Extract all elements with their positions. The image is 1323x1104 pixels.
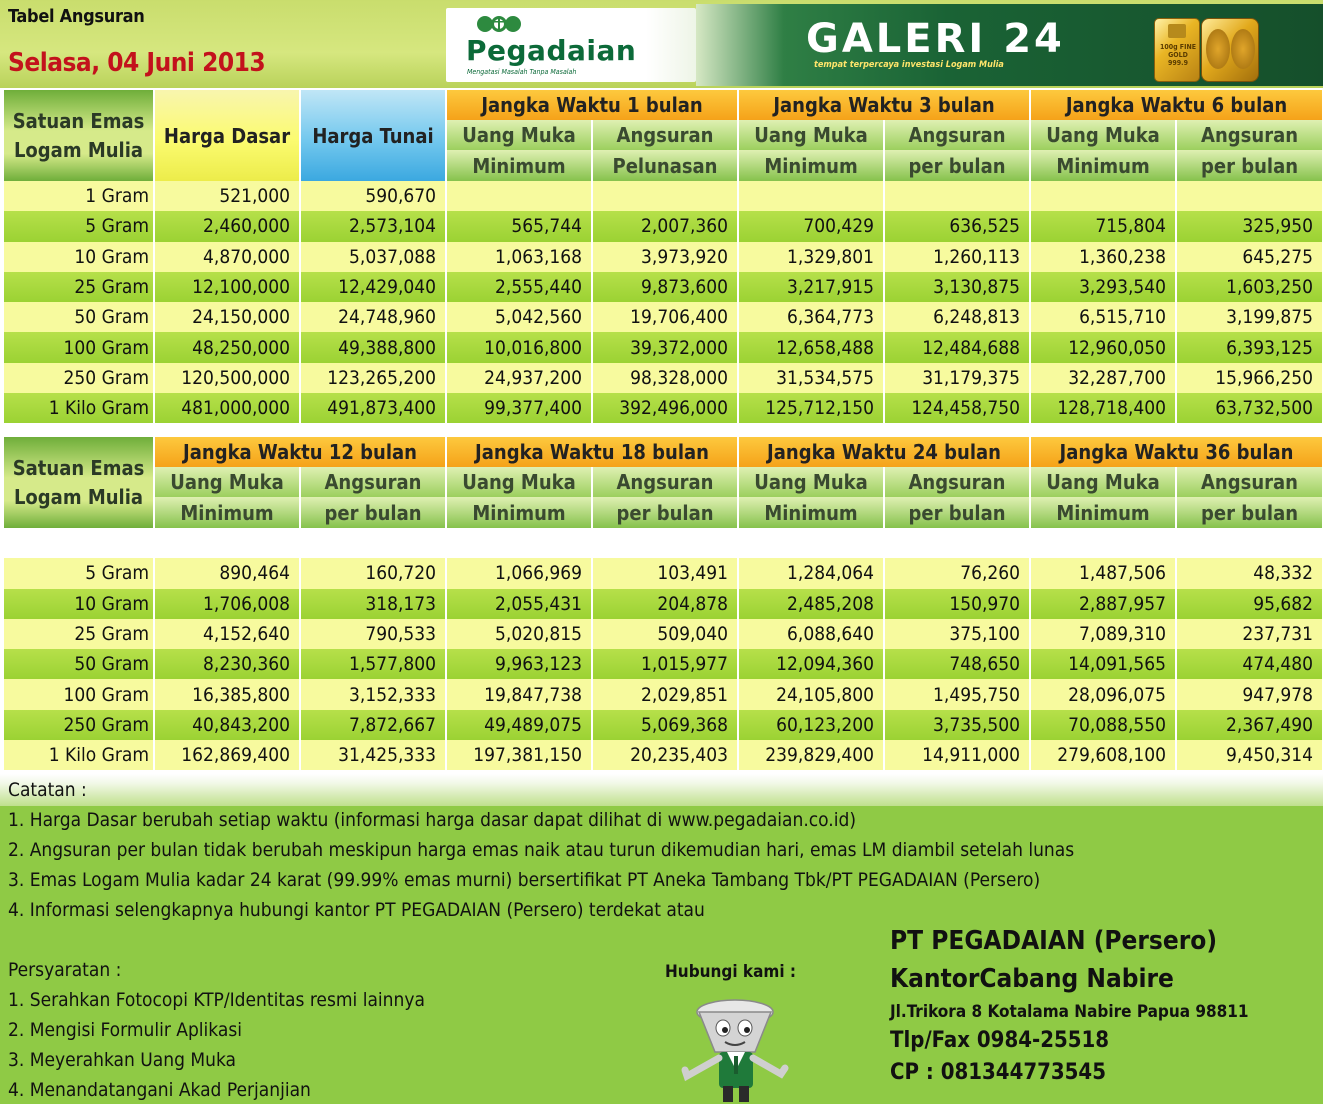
- header-satuan-emas: Satuan Emas Logam Mulia: [4, 437, 154, 528]
- price-cell: 31,179,375: [884, 363, 1030, 393]
- price-cell: 24,150,000: [154, 302, 300, 332]
- gold-bar-icon: [1154, 18, 1200, 82]
- price-cell: 2,055,431: [446, 589, 592, 619]
- table-row: [4, 589, 1323, 619]
- catatan-item: 2. Angsuran per bulan tidak berubah meskipun harga emas naik atau turun dikemudian hari, emas LM diambil setelah lunas: [8, 839, 1075, 861]
- price-cell: 95,682: [1176, 589, 1323, 619]
- pegadaian-logo: [446, 8, 696, 82]
- price-cell: 6,088,640: [738, 619, 884, 649]
- price-cell: [738, 181, 884, 211]
- price-cell: 509,040: [592, 619, 738, 649]
- galeri24-banner: [696, 4, 1323, 86]
- row-unit-label: 25 Gram: [4, 272, 154, 302]
- table-row: [4, 740, 1323, 770]
- price-cell: 204,878: [592, 589, 738, 619]
- price-cell: 39,372,000: [592, 332, 738, 362]
- company-name: PT PEGADAIAN (Persero): [890, 926, 1218, 956]
- header-group-6-bulan: Jangka Waktu 6 bulan: [1030, 90, 1323, 120]
- subheader-bottom: per bulan: [592, 497, 738, 528]
- catatan-title: Catatan :: [8, 779, 87, 801]
- price-cell: 565,744: [446, 211, 592, 241]
- subheader-top: Angsuran: [884, 467, 1030, 497]
- price-cell: 715,804: [1030, 211, 1176, 241]
- price-cell: 12,094,360: [738, 649, 884, 679]
- subheader-bottom: Minimum: [1030, 497, 1176, 528]
- price-cell: [592, 528, 738, 558]
- price-cell: 10,016,800: [446, 332, 592, 362]
- price-cell: 3,735,500: [884, 710, 1030, 740]
- price-cell: 150,970: [884, 589, 1030, 619]
- price-cell: 5,020,815: [446, 619, 592, 649]
- price-cell: 700,429: [738, 211, 884, 241]
- branch-contact-person: CP : 081344773545: [890, 1060, 1106, 1085]
- table-row: [4, 393, 1323, 423]
- price-cell: 2,367,490: [1176, 710, 1323, 740]
- catatan-item: 4. Informasi selengkapnya hubungi kantor PT PEGADAIAN (Persero) terdekat atau: [8, 899, 705, 921]
- table-row: [4, 211, 1323, 241]
- galeri24-title: GALERI 24: [806, 16, 1065, 62]
- price-cell: 128,718,400: [1030, 393, 1176, 423]
- price-cell: 49,489,075: [446, 710, 592, 740]
- contact-label: Hubungi kami :: [665, 962, 797, 982]
- price-cell: 6,364,773: [738, 302, 884, 332]
- page-date: Selasa, 04 Juni 2013: [8, 48, 266, 78]
- price-cell: 6,248,813: [884, 302, 1030, 332]
- price-cell: 2,485,208: [738, 589, 884, 619]
- subheader-top: Angsuran: [300, 467, 446, 497]
- price-cell: 6,393,125: [1176, 332, 1323, 362]
- price-cell: 12,429,040: [300, 272, 446, 302]
- price-cell: 197,381,150: [446, 740, 592, 770]
- price-cell: 98,328,000: [592, 363, 738, 393]
- subheader-bottom: per bulan: [884, 497, 1030, 528]
- price-cell: 32,287,700: [1030, 363, 1176, 393]
- price-cell: 8,230,360: [154, 649, 300, 679]
- header-harga-tunai: Harga Tunai: [300, 90, 446, 181]
- price-cell: 40,843,200: [154, 710, 300, 740]
- price-cell: 2,029,851: [592, 679, 738, 709]
- price-cell: 1,495,750: [884, 679, 1030, 709]
- price-cell: 125,712,150: [738, 393, 884, 423]
- price-cell: 3,130,875: [884, 272, 1030, 302]
- header-group-12-bulan: Jangka Waktu 12 bulan: [154, 437, 446, 467]
- price-cell: 7,872,667: [300, 710, 446, 740]
- subheader-top: Uang Muka: [154, 467, 300, 497]
- price-cell: 392,496,000: [592, 393, 738, 423]
- subheader-bottom: Pelunasan: [592, 150, 738, 181]
- price-cell: 70,088,550: [1030, 710, 1176, 740]
- table-separator: [4, 424, 1323, 432]
- price-cell: 375,100: [884, 619, 1030, 649]
- price-cell: [738, 528, 884, 558]
- price-cell: [154, 528, 300, 558]
- price-cell: [446, 528, 592, 558]
- header-group-24-bulan: Jangka Waktu 24 bulan: [738, 437, 1030, 467]
- price-cell: [1176, 181, 1323, 211]
- price-cell: 14,091,565: [1030, 649, 1176, 679]
- price-cell: 12,960,050: [1030, 332, 1176, 362]
- price-cell: 5,042,560: [446, 302, 592, 332]
- price-cell: 16,385,800: [154, 679, 300, 709]
- row-unit-label: 100 Gram: [4, 679, 154, 709]
- galeri24-tagline: tempat terpercaya investasi Logam Mulia: [814, 60, 1004, 70]
- price-cell: 1,063,168: [446, 242, 592, 272]
- branch-name: KantorCabang Nabire: [890, 964, 1174, 994]
- header-satuan-emas: Satuan Emas Logam Mulia: [4, 90, 154, 181]
- price-cell: 3,973,920: [592, 242, 738, 272]
- table-row: [4, 649, 1323, 679]
- price-cell: 748,650: [884, 649, 1030, 679]
- price-cell: 76,260: [884, 558, 1030, 588]
- gold-coin-icon: [1201, 18, 1259, 82]
- price-cell: 2,007,360: [592, 211, 738, 241]
- page-header: [0, 0, 1323, 88]
- price-cell: 19,706,400: [592, 302, 738, 332]
- price-cell: 12,100,000: [154, 272, 300, 302]
- price-cell: 1,015,977: [592, 649, 738, 679]
- price-cell: [1030, 181, 1176, 211]
- subheader-bottom: Minimum: [446, 150, 592, 181]
- row-unit-label: 50 Gram: [4, 302, 154, 332]
- price-cell: 6,515,710: [1030, 302, 1176, 332]
- persyaratan-item: 4. Menandatangani Akad Perjanjian: [8, 1079, 311, 1101]
- row-unit-label: 10 Gram: [4, 242, 154, 272]
- price-cell: 645,275: [1176, 242, 1323, 272]
- installment-table-short-term: [4, 90, 1323, 423]
- price-cell: 48,250,000: [154, 332, 300, 362]
- subheader-top: Uang Muka: [446, 120, 592, 150]
- price-cell: 3,199,875: [1176, 302, 1323, 332]
- price-cell: 15,966,250: [1176, 363, 1323, 393]
- subheader-top: Uang Muka: [738, 120, 884, 150]
- price-cell: 1,329,801: [738, 242, 884, 272]
- price-cell: 123,265,200: [300, 363, 446, 393]
- header-harga-dasar: Harga Dasar: [154, 90, 300, 181]
- price-cell: 103,491: [592, 558, 738, 588]
- price-cell: 9,963,123: [446, 649, 592, 679]
- table-row: [4, 332, 1323, 362]
- subheader-top: Uang Muka: [446, 467, 592, 497]
- price-cell: 1,260,113: [884, 242, 1030, 272]
- header-group-18-bulan: Jangka Waktu 18 bulan: [446, 437, 738, 467]
- subheader-top: Angsuran: [592, 120, 738, 150]
- subheader-bottom: per bulan: [1176, 150, 1323, 181]
- price-cell: 162,869,400: [154, 740, 300, 770]
- subheader-bottom: Minimum: [446, 497, 592, 528]
- row-unit-label: 250 Gram: [4, 710, 154, 740]
- subheader-bottom: Minimum: [738, 150, 884, 181]
- table-row: [4, 558, 1323, 588]
- pegadaian-name: Pegadaian: [466, 34, 637, 67]
- table-row: [4, 528, 1323, 558]
- row-unit-label: 25 Gram: [4, 619, 154, 649]
- price-cell: 1,603,250: [1176, 272, 1323, 302]
- price-cell: [884, 181, 1030, 211]
- subheader-bottom: Minimum: [154, 497, 300, 528]
- price-cell: 24,748,960: [300, 302, 446, 332]
- subheader-top: Angsuran: [884, 120, 1030, 150]
- price-cell: 5,069,368: [592, 710, 738, 740]
- price-cell: 60,123,200: [738, 710, 884, 740]
- header-group-36-bulan: Jangka Waktu 36 bulan: [1030, 437, 1323, 467]
- price-cell: 237,731: [1176, 619, 1323, 649]
- gold-bar-text: 100g FINE GOLD 999.9: [1159, 43, 1197, 67]
- price-cell: 99,377,400: [446, 393, 592, 423]
- price-cell: 325,950: [1176, 211, 1323, 241]
- table-row: [4, 242, 1323, 272]
- header-group-1-bulan: Jangka Waktu 1 bulan: [446, 90, 738, 120]
- subheader-top: Uang Muka: [1030, 467, 1176, 497]
- price-cell: 1,577,800: [300, 649, 446, 679]
- price-cell: 2,460,000: [154, 211, 300, 241]
- price-cell: 890,464: [154, 558, 300, 588]
- price-cell: 5,037,088: [300, 242, 446, 272]
- row-unit-label: 1 Kilo Gram: [4, 393, 154, 423]
- price-cell: 2,555,440: [446, 272, 592, 302]
- price-cell: 790,533: [300, 619, 446, 649]
- price-cell: [884, 528, 1030, 558]
- subheader-top: Angsuran: [592, 467, 738, 497]
- subheader-bottom: per bulan: [884, 150, 1030, 181]
- pegadaian-scale-icon: [476, 14, 522, 34]
- table-row: [4, 302, 1323, 332]
- price-cell: 474,480: [1176, 649, 1323, 679]
- price-cell: 521,000: [154, 181, 300, 211]
- subheader-top: Uang Muka: [1030, 120, 1176, 150]
- price-cell: 19,847,738: [446, 679, 592, 709]
- table-row: [4, 679, 1323, 709]
- branch-address: Jl.Trikora 8 Kotalama Nabire Papua 98811: [890, 1002, 1249, 1022]
- price-cell: 1,360,238: [1030, 242, 1176, 272]
- installment-table-long-term: [4, 437, 1323, 770]
- branch-phone: Tlp/Fax 0984-25518: [890, 1028, 1110, 1053]
- subheader-top: Angsuran: [1176, 467, 1323, 497]
- price-cell: 1,487,506: [1030, 558, 1176, 588]
- price-cell: 28,096,075: [1030, 679, 1176, 709]
- notes-fade: [0, 774, 1323, 806]
- price-cell: 1,284,064: [738, 558, 884, 588]
- price-cell: 491,873,400: [300, 393, 446, 423]
- price-cell: 31,425,333: [300, 740, 446, 770]
- price-cell: 2,573,104: [300, 211, 446, 241]
- table-row: [4, 272, 1323, 302]
- row-unit-label: 5 Gram: [4, 558, 154, 588]
- persyaratan-item: 2. Mengisi Formulir Aplikasi: [8, 1019, 243, 1041]
- price-cell: 1,066,969: [446, 558, 592, 588]
- row-unit-label: 5 Gram: [4, 211, 154, 241]
- page-title: Tabel Angsuran: [8, 6, 145, 27]
- price-cell: [592, 181, 738, 211]
- price-cell: 48,332: [1176, 558, 1323, 588]
- price-cell: 318,173: [300, 589, 446, 619]
- header-group-3-bulan: Jangka Waktu 3 bulan: [738, 90, 1030, 120]
- price-cell: 12,658,488: [738, 332, 884, 362]
- row-unit-label: 1 Gram: [4, 181, 154, 211]
- table-row: [4, 363, 1323, 393]
- price-cell: 9,873,600: [592, 272, 738, 302]
- price-cell: 481,000,000: [154, 393, 300, 423]
- price-cell: 3,152,333: [300, 679, 446, 709]
- persyaratan-item: 1. Serahkan Fotocopi KTP/Identitas resmi lainnya: [8, 989, 425, 1011]
- price-cell: 7,089,310: [1030, 619, 1176, 649]
- subheader-bottom: Minimum: [738, 497, 884, 528]
- price-cell: 3,293,540: [1030, 272, 1176, 302]
- price-cell: 49,388,800: [300, 332, 446, 362]
- price-cell: 31,534,575: [738, 363, 884, 393]
- subheader-top: Angsuran: [1176, 120, 1323, 150]
- row-unit-label: 250 Gram: [4, 363, 154, 393]
- row-unit-label: 50 Gram: [4, 649, 154, 679]
- price-cell: 120,500,000: [154, 363, 300, 393]
- price-cell: 4,870,000: [154, 242, 300, 272]
- row-unit-label: 100 Gram: [4, 332, 154, 362]
- table-row: [4, 710, 1323, 740]
- row-unit-label: [4, 528, 154, 558]
- price-cell: 239,829,400: [738, 740, 884, 770]
- price-cell: [1176, 528, 1323, 558]
- row-unit-label: 10 Gram: [4, 589, 154, 619]
- price-cell: 4,152,640: [154, 619, 300, 649]
- price-cell: 63,732,500: [1176, 393, 1323, 423]
- price-cell: 1,706,008: [154, 589, 300, 619]
- price-cell: 24,105,800: [738, 679, 884, 709]
- price-cell: [300, 528, 446, 558]
- price-cell: 9,450,314: [1176, 740, 1323, 770]
- price-cell: 14,911,000: [884, 740, 1030, 770]
- mascot-icon: [665, 990, 825, 1104]
- price-cell: [1030, 528, 1176, 558]
- pegadaian-tagline: Mengatasi Masalah Tanpa Masalah: [467, 68, 577, 76]
- subheader-bottom: per bulan: [300, 497, 446, 528]
- price-cell: 947,978: [1176, 679, 1323, 709]
- price-cell: 124,458,750: [884, 393, 1030, 423]
- persyaratan-title: Persyaratan :: [8, 959, 122, 981]
- price-cell: 590,670: [300, 181, 446, 211]
- price-cell: 20,235,403: [592, 740, 738, 770]
- price-cell: 12,484,688: [884, 332, 1030, 362]
- persyaratan-item: 3. Meyerahkan Uang Muka: [8, 1049, 236, 1071]
- price-cell: 3,217,915: [738, 272, 884, 302]
- price-cell: 160,720: [300, 558, 446, 588]
- subheader-bottom: Minimum: [1030, 150, 1176, 181]
- price-cell: [446, 181, 592, 211]
- catatan-item: 1. Harga Dasar berubah setiap waktu (informasi harga dasar dapat dilihat di www.pegadaian.co.id): [8, 809, 857, 831]
- price-cell: 2,887,957: [1030, 589, 1176, 619]
- table-row: [4, 619, 1323, 649]
- catatan-item: 3. Emas Logam Mulia kadar 24 karat (99.99% emas murni) bersertifikat PT Aneka Tambang Tbk/PT PEGADAIAN (Persero): [8, 869, 1041, 891]
- table-row: [4, 181, 1323, 211]
- price-cell: 24,937,200: [446, 363, 592, 393]
- subheader-top: Uang Muka: [738, 467, 884, 497]
- price-cell: 279,608,100: [1030, 740, 1176, 770]
- price-cell: 636,525: [884, 211, 1030, 241]
- subheader-bottom: per bulan: [1176, 497, 1323, 528]
- row-unit-label: 1 Kilo Gram: [4, 740, 154, 770]
